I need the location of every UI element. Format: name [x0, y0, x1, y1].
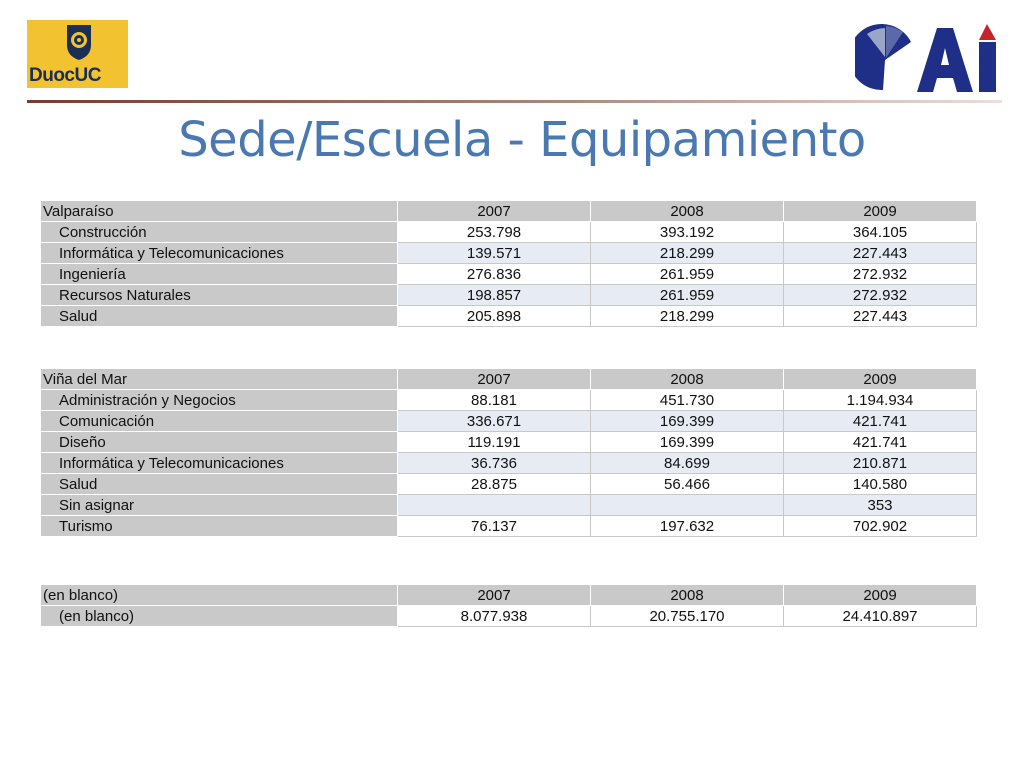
- row-label: Salud: [41, 474, 398, 495]
- page-title: Sede/Escuela - Equipamiento: [178, 112, 866, 168]
- value-cell: 364.105: [784, 222, 977, 243]
- table-row: [41, 474, 977, 495]
- value-cell: 227.443: [784, 243, 977, 264]
- value-cell: 702.902: [784, 516, 977, 537]
- year-header: 2007: [398, 201, 591, 222]
- value-cell: 261.959: [591, 285, 784, 306]
- value-cell: 393.192: [591, 222, 784, 243]
- row-label: Informática y Telecomunicaciones: [41, 453, 398, 474]
- table-row: [41, 432, 977, 453]
- year-header: 2009: [784, 201, 977, 222]
- table-row: [41, 411, 977, 432]
- oai-logo-text: OAI: [855, 20, 857, 21]
- value-cell: 421.741: [784, 411, 977, 432]
- value-cell: 20.755.170: [591, 606, 784, 627]
- row-label: Administración y Negocios: [41, 390, 398, 411]
- value-cell: 36.736: [398, 453, 591, 474]
- value-cell: 24.410.897: [784, 606, 977, 627]
- table-row: [41, 606, 977, 627]
- header-divider: [27, 100, 1002, 103]
- value-cell: 210.871: [784, 453, 977, 474]
- row-label: Ingeniería: [41, 264, 398, 285]
- table-row: [41, 222, 977, 243]
- table-header-label: Viña del Mar: [41, 369, 398, 390]
- oai-logo: [855, 20, 1005, 94]
- value-cell: 88.181: [398, 390, 591, 411]
- value-cell: 169.399: [591, 432, 784, 453]
- row-label: Turismo: [41, 516, 398, 537]
- value-cell: 197.632: [591, 516, 784, 537]
- table-vina-del-mar: [40, 368, 977, 537]
- value-cell: 1.194.934: [784, 390, 977, 411]
- table-row: [41, 306, 977, 327]
- table-row: [41, 243, 977, 264]
- row-label: Comunicación: [41, 411, 398, 432]
- value-cell: 353: [784, 495, 977, 516]
- value-cell: 227.443: [784, 306, 977, 327]
- value-cell: 261.959: [591, 264, 784, 285]
- table-header-row: [41, 201, 977, 222]
- row-label: Construcción: [41, 222, 398, 243]
- value-cell: 8.077.938: [398, 606, 591, 627]
- value-cell: 218.299: [591, 306, 784, 327]
- value-cell: 84.699: [591, 453, 784, 474]
- value-cell: 253.798: [398, 222, 591, 243]
- year-header: 2007: [398, 369, 591, 390]
- table-valparaiso: [40, 200, 977, 327]
- table-header-label: (en blanco): [41, 585, 398, 606]
- row-label: Salud: [41, 306, 398, 327]
- value-cell: 28.875: [398, 474, 591, 495]
- value-cell: [398, 495, 591, 516]
- value-cell: 218.299: [591, 243, 784, 264]
- value-cell: 272.932: [784, 285, 977, 306]
- table-row: [41, 453, 977, 474]
- value-cell: 140.580: [784, 474, 977, 495]
- year-header: 2009: [784, 585, 977, 606]
- table-row: [41, 516, 977, 537]
- table-row: [41, 495, 977, 516]
- value-cell: [591, 495, 784, 516]
- year-header: 2008: [591, 585, 784, 606]
- table-row: [41, 264, 977, 285]
- table-header-label: Valparaíso: [41, 201, 398, 222]
- table-en-blanco: [40, 584, 977, 627]
- value-cell: 205.898: [398, 306, 591, 327]
- year-header: 2008: [591, 201, 784, 222]
- row-label: Informática y Telecomunicaciones: [41, 243, 398, 264]
- row-label: Diseño: [41, 432, 398, 453]
- row-label: Recursos Naturales: [41, 285, 398, 306]
- year-header: 2009: [784, 369, 977, 390]
- value-cell: 119.191: [398, 432, 591, 453]
- value-cell: 421.741: [784, 432, 977, 453]
- table-header-row: [41, 585, 977, 606]
- value-cell: 276.836: [398, 264, 591, 285]
- table-row: [41, 390, 977, 411]
- row-label: Sin asignar: [41, 495, 398, 516]
- value-cell: 451.730: [591, 390, 784, 411]
- value-cell: 56.466: [591, 474, 784, 495]
- duoc-uc-wordmark: DuocUC: [29, 65, 101, 86]
- duoc-emblem-icon: [65, 23, 93, 61]
- table-row: [41, 285, 977, 306]
- value-cell: 139.571: [398, 243, 591, 264]
- year-header: 2007: [398, 585, 591, 606]
- year-header: 2008: [591, 369, 784, 390]
- value-cell: 76.137: [398, 516, 591, 537]
- table-header-row: [41, 369, 977, 390]
- value-cell: 198.857: [398, 285, 591, 306]
- row-label: (en blanco): [41, 606, 398, 627]
- value-cell: 272.932: [784, 264, 977, 285]
- duoc-uc-logo: [27, 20, 128, 88]
- value-cell: 336.671: [398, 411, 591, 432]
- value-cell: 169.399: [591, 411, 784, 432]
